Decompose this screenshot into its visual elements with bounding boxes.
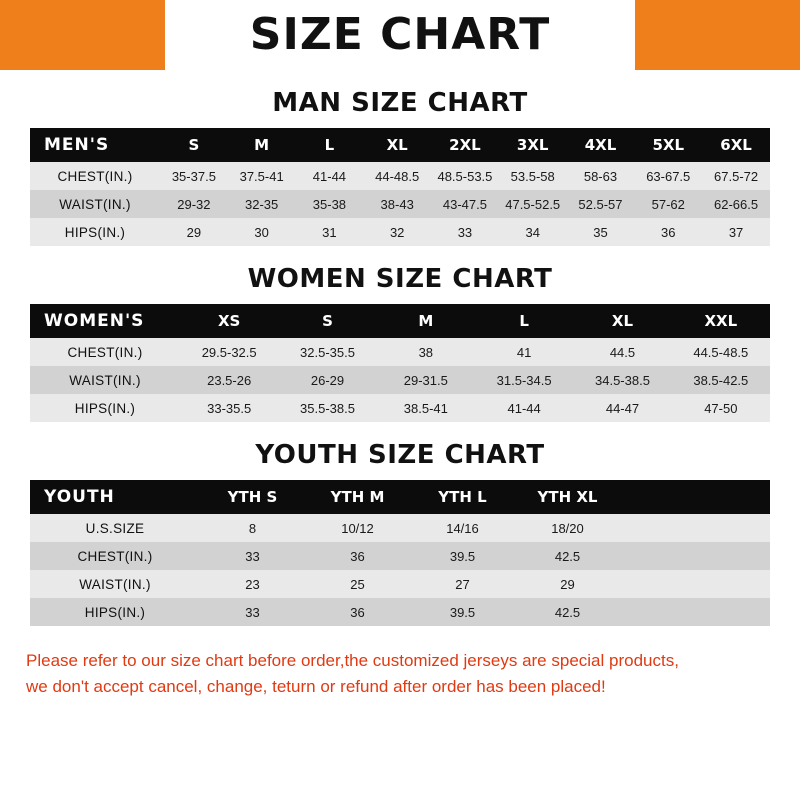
men-r1-c3: 38-43 [363, 190, 431, 218]
women-col-4: XL [573, 304, 671, 338]
men-r1-c8: 62-66.5 [702, 190, 770, 218]
youth-r1-c2: 39.5 [410, 542, 515, 570]
women-row-0-label: CHEST(IN.) [30, 338, 180, 366]
men-col-0: S [160, 128, 228, 162]
youth-r1-spacer [620, 542, 770, 570]
men-r0-c8: 67.5-72 [702, 162, 770, 190]
youth-r3-c3: 42.5 [515, 598, 620, 626]
youth-r1-c1: 36 [305, 542, 410, 570]
table-header-row [30, 480, 770, 514]
men-col-6: 4XL [567, 128, 635, 162]
youth-col-1: YTH M [305, 480, 410, 514]
women-row-2-label: HIPS(IN.) [30, 394, 180, 422]
men-r0-c3: 44-48.5 [363, 162, 431, 190]
women-r2-c4: 44-47 [573, 394, 671, 422]
men-r0-c2: 41-44 [296, 162, 364, 190]
women-r2-c0: 33-35.5 [180, 394, 278, 422]
youth-r1-c3: 42.5 [515, 542, 620, 570]
men-row-1-label: WAIST(IN.) [30, 190, 160, 218]
women-col-2: M [377, 304, 475, 338]
men-r2-c1: 30 [228, 218, 296, 246]
men-col-3: XL [363, 128, 431, 162]
women-r0-c5: 44.5-48.5 [672, 338, 770, 366]
women-corner-label: WOMEN'S [30, 304, 180, 338]
youth-section-title: YOUTH SIZE CHART [255, 440, 545, 470]
youth-r3-c2: 39.5 [410, 598, 515, 626]
men-r1-c0: 29-32 [160, 190, 228, 218]
youth-col-spacer [620, 480, 770, 514]
women-col-3: L [475, 304, 573, 338]
women-r0-c1: 32.5-35.5 [278, 338, 376, 366]
men-col-1: M [228, 128, 296, 162]
youth-r2-spacer [620, 570, 770, 598]
men-r1-c5: 47.5-52.5 [499, 190, 567, 218]
men-r2-c0: 29 [160, 218, 228, 246]
men-size-table [30, 128, 770, 246]
men-r2-c5: 34 [499, 218, 567, 246]
youth-row-2-label: WAIST(IN.) [30, 570, 200, 598]
men-r0-c4: 48.5-53.5 [431, 162, 499, 190]
men-r2-c7: 36 [634, 218, 702, 246]
women-r1-c1: 26-29 [278, 366, 376, 394]
men-r1-c7: 57-62 [634, 190, 702, 218]
men-col-4: 2XL [431, 128, 499, 162]
men-col-2: L [296, 128, 364, 162]
youth-corner-label: YOUTH [30, 480, 200, 514]
youth-size-table [30, 480, 770, 626]
women-r0-c0: 29.5-32.5 [180, 338, 278, 366]
table-row [30, 218, 770, 246]
men-col-8: 6XL [702, 128, 770, 162]
men-corner-label: MEN'S [30, 128, 160, 162]
men-r0-c1: 37.5-41 [228, 162, 296, 190]
women-r1-c5: 38.5-42.5 [672, 366, 770, 394]
youth-r2-c2: 27 [410, 570, 515, 598]
youth-col-2: YTH L [410, 480, 515, 514]
women-r1-c4: 34.5-38.5 [573, 366, 671, 394]
men-r2-c6: 35 [567, 218, 635, 246]
youth-r0-spacer [620, 514, 770, 542]
youth-r1-c0: 33 [200, 542, 305, 570]
table-row [30, 190, 770, 218]
women-r1-c3: 31.5-34.5 [475, 366, 573, 394]
youth-row-3-label: HIPS(IN.) [30, 598, 200, 626]
men-r2-c2: 31 [296, 218, 364, 246]
men-col-5: 3XL [499, 128, 567, 162]
table-row [30, 366, 770, 394]
men-r1-c1: 32-35 [228, 190, 296, 218]
header-banner [0, 0, 800, 70]
women-r2-c5: 47-50 [672, 394, 770, 422]
table-row [30, 514, 770, 542]
men-r2-c4: 33 [431, 218, 499, 246]
youth-row-0-label: U.S.SIZE [30, 514, 200, 542]
table-header-row [30, 304, 770, 338]
youth-row-1-label: CHEST(IN.) [30, 542, 200, 570]
youth-r2-c1: 25 [305, 570, 410, 598]
men-r0-c0: 35-37.5 [160, 162, 228, 190]
note-line-1: Please refer to our size chart before order,the customized jerseys are special products, [26, 651, 679, 670]
women-r0-c3: 41 [475, 338, 573, 366]
men-r0-c7: 63-67.5 [634, 162, 702, 190]
youth-r0-c2: 14/16 [410, 514, 515, 542]
women-row-1-label: WAIST(IN.) [30, 366, 180, 394]
men-row-0-label: CHEST(IN.) [30, 162, 160, 190]
men-r1-c4: 43-47.5 [431, 190, 499, 218]
men-r2-c8: 37 [702, 218, 770, 246]
table-row [30, 338, 770, 366]
men-section-title: MAN SIZE CHART [272, 88, 528, 118]
youth-r0-c1: 10/12 [305, 514, 410, 542]
women-col-5: XXL [672, 304, 770, 338]
men-r2-c3: 32 [363, 218, 431, 246]
men-row-2-label: HIPS(IN.) [30, 218, 160, 246]
men-r1-c2: 35-38 [296, 190, 364, 218]
women-r2-c1: 35.5-38.5 [278, 394, 376, 422]
youth-col-3: YTH XL [515, 480, 620, 514]
men-r0-c5: 53.5-58 [499, 162, 567, 190]
table-row [30, 570, 770, 598]
women-col-0: XS [180, 304, 278, 338]
table-row [30, 162, 770, 190]
men-r0-c6: 58-63 [567, 162, 635, 190]
table-header-row [30, 128, 770, 162]
women-r2-c2: 38.5-41 [377, 394, 475, 422]
youth-r3-spacer [620, 598, 770, 626]
women-r1-c0: 23.5-26 [180, 366, 278, 394]
women-r0-c4: 44.5 [573, 338, 671, 366]
table-row [30, 542, 770, 570]
youth-r0-c3: 18/20 [515, 514, 620, 542]
table-row [30, 598, 770, 626]
youth-r0-c0: 8 [200, 514, 305, 542]
women-r0-c2: 38 [377, 338, 475, 366]
women-r2-c3: 41-44 [475, 394, 573, 422]
men-col-7: 5XL [634, 128, 702, 162]
women-col-1: S [278, 304, 376, 338]
youth-r3-c0: 33 [200, 598, 305, 626]
women-size-table [30, 304, 770, 422]
youth-r2-c3: 29 [515, 570, 620, 598]
youth-r2-c0: 23 [200, 570, 305, 598]
note-line-2: we don't accept cancel, change, teturn or refund after order has been placed! [26, 676, 606, 696]
page-title: SIZE CHART [249, 9, 551, 60]
women-r1-c2: 29-31.5 [377, 366, 475, 394]
table-row [30, 394, 770, 422]
youth-col-0: YTH S [200, 480, 305, 514]
youth-r3-c1: 36 [305, 598, 410, 626]
women-section-title: WOMEN SIZE CHART [247, 264, 553, 294]
men-r1-c6: 52.5-57 [567, 190, 635, 218]
order-policy-note [26, 648, 774, 699]
